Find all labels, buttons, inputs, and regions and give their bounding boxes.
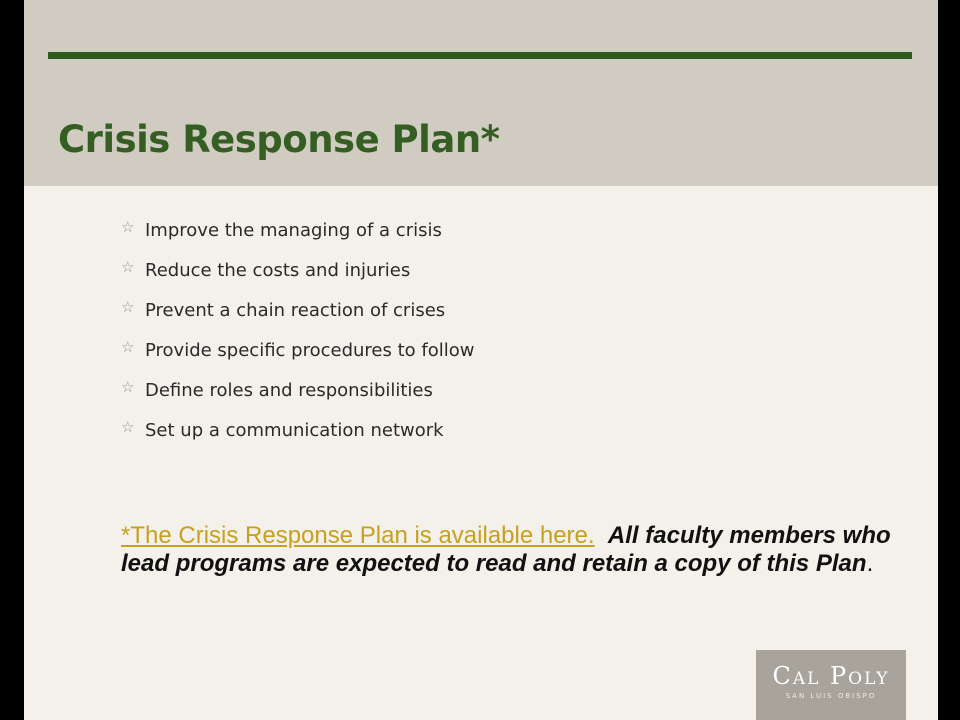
bullet-text: Define roles and responsibilities [145,379,433,401]
list-item [121,330,474,370]
list-item [121,370,474,410]
bullet-text: Provide specific procedures to follow [145,339,475,361]
star-icon: ☆ [121,218,135,236]
star-icon: ☆ [121,418,135,436]
header-band [24,0,938,186]
bullet-list [121,210,474,450]
list-item [121,290,474,330]
cal-poly-logo [756,650,906,720]
note-body: All faculty members who lead programs are expected to read and retain a copy of this Plan [121,522,891,577]
bullet-text: Prevent a chain reaction of crises [145,299,446,321]
slide-title: Crisis Response Plan* [58,118,500,161]
note-period: . [866,550,874,577]
list-item [121,250,474,290]
bullet-text: Reduce the costs and injuries [145,259,411,281]
star-icon: ☆ [121,258,135,276]
star-icon: ☆ [121,298,135,316]
crisis-plan-link[interactable]: *The Crisis Response Plan is available here. [121,522,595,549]
accent-rule [48,52,912,59]
list-item [121,210,474,250]
star-icon: ☆ [121,378,135,396]
bullet-text: Improve the managing of a crisis [145,219,442,241]
slide-content-area [24,0,938,720]
plan-note [121,522,901,578]
logo-subtitle: SAN LUIS OBISPO [785,692,877,700]
logo-wordmark: Cal Poly [772,662,890,690]
star-icon: ☆ [121,338,135,356]
bullet-text: Set up a communication network [145,419,444,441]
list-item [121,410,474,450]
